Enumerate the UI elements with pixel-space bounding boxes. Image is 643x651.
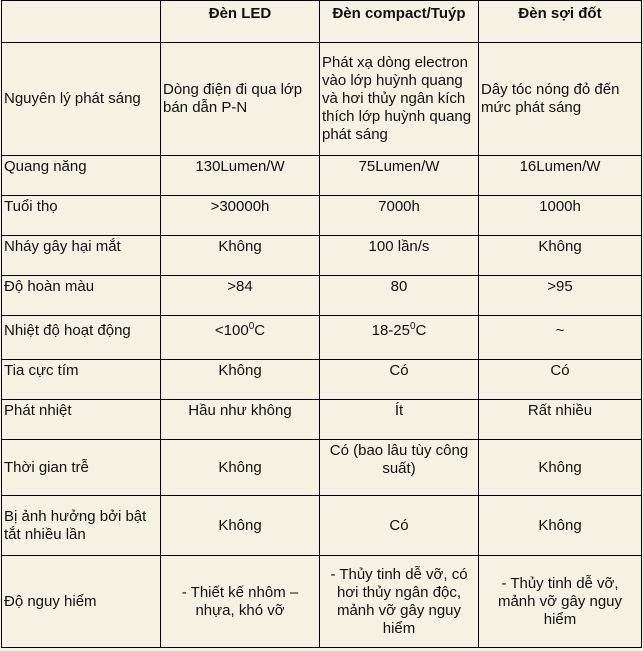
- cell-compact: Có: [320, 360, 479, 400]
- degree-superscript: 0: [409, 321, 416, 332]
- table-row: [2, 196, 642, 236]
- table-row: [2, 156, 642, 196]
- row-label: Nháy gây hại mắt: [2, 236, 161, 276]
- cell-incandescent: 1000h: [479, 196, 642, 236]
- cell-led-unit: C: [254, 322, 266, 339]
- table-row: [2, 276, 642, 316]
- row-label: Nguyên lý phát sáng: [2, 43, 161, 156]
- table-row: [2, 360, 642, 400]
- table-row: [2, 236, 642, 276]
- cell-incandescent: ~: [479, 316, 642, 360]
- cell-led: >84: [161, 276, 320, 316]
- table-row: [2, 43, 642, 156]
- cell-incandescent: Không: [479, 440, 642, 496]
- degree-superscript: 0: [248, 321, 255, 332]
- row-label: Bị ảnh hưởng bởi bật tắt nhiều lần: [2, 496, 161, 556]
- cell-compact: Có: [320, 496, 479, 556]
- cell-led: Không: [161, 440, 320, 496]
- cell-led: Dòng điện đi qua lớp bán dẫn P-N: [161, 43, 320, 156]
- table-row: [2, 556, 642, 648]
- cell-led: Không: [161, 496, 320, 556]
- cell-compact: 100 lần/s: [320, 236, 479, 276]
- row-label: Phát nhiệt: [2, 400, 161, 440]
- header-empty: [2, 1, 161, 43]
- cell-compact: Phát xạ dòng electron vào lớp huỳnh quang và hơi thủy ngân kích thích lớp huỳnh quang phát sáng: [320, 43, 479, 156]
- cell-incandescent: Có: [479, 360, 642, 400]
- cell-compact: - Thủy tinh dễ vỡ, có hơi thủy ngân độc, mảnh vỡ gây nguy hiểm: [320, 556, 479, 648]
- header-led: Đèn LED: [161, 1, 320, 43]
- row-label: Quang năng: [2, 156, 161, 196]
- cell-incandescent: >95: [479, 276, 642, 316]
- row-label: Độ nguy hiểm: [2, 556, 161, 648]
- cell-led: Hầu như không: [161, 400, 320, 440]
- comparison-table: [1, 0, 642, 648]
- row-label: Thời gian trễ: [2, 440, 161, 496]
- table-row: [2, 440, 642, 496]
- table-row: [2, 316, 642, 360]
- cell-led: 130Lumen/W: [161, 156, 320, 196]
- cell-compact-unit: C: [415, 322, 427, 339]
- cell-compact: [320, 316, 479, 360]
- row-label: Tuổi thọ: [2, 196, 161, 236]
- cell-compact: Ít: [320, 400, 479, 440]
- cell-incandescent: - Thủy tinh dễ vỡ, mảnh vỡ gây nguy hiểm: [479, 556, 642, 648]
- cell-led: - Thiết kế nhôm – nhựa, khó vỡ: [161, 556, 320, 648]
- header-compact: Đèn compact/Tuýp: [320, 1, 479, 43]
- cell-incandescent: Rất nhiều: [479, 400, 642, 440]
- cell-incandescent: Không: [479, 236, 642, 276]
- row-label: Nhiệt độ hoạt động: [2, 316, 161, 360]
- table-row: [2, 400, 642, 440]
- row-label: Tia cực tím: [2, 360, 161, 400]
- cell-compact: 75Lumen/W: [320, 156, 479, 196]
- cell-compact-value: 18-25: [371, 322, 410, 339]
- cell-compact: Có (bao lâu tùy công suất): [320, 440, 479, 496]
- row-label: Độ hoàn màu: [2, 276, 161, 316]
- header-row: [2, 1, 642, 43]
- header-incandescent: Đèn sợi đốt: [479, 1, 642, 43]
- cell-compact: 80: [320, 276, 479, 316]
- cell-compact: 7000h: [320, 196, 479, 236]
- table-row: [2, 496, 642, 556]
- cell-led: Không: [161, 360, 320, 400]
- cell-led: Không: [161, 236, 320, 276]
- cell-led: [161, 316, 320, 360]
- cell-incandescent: 16Lumen/W: [479, 156, 642, 196]
- cell-led-value: <100: [214, 322, 249, 339]
- cell-incandescent: Dây tóc nóng đỏ đến mức phát sáng: [479, 43, 642, 156]
- cell-incandescent: Không: [479, 496, 642, 556]
- cell-led: >30000h: [161, 196, 320, 236]
